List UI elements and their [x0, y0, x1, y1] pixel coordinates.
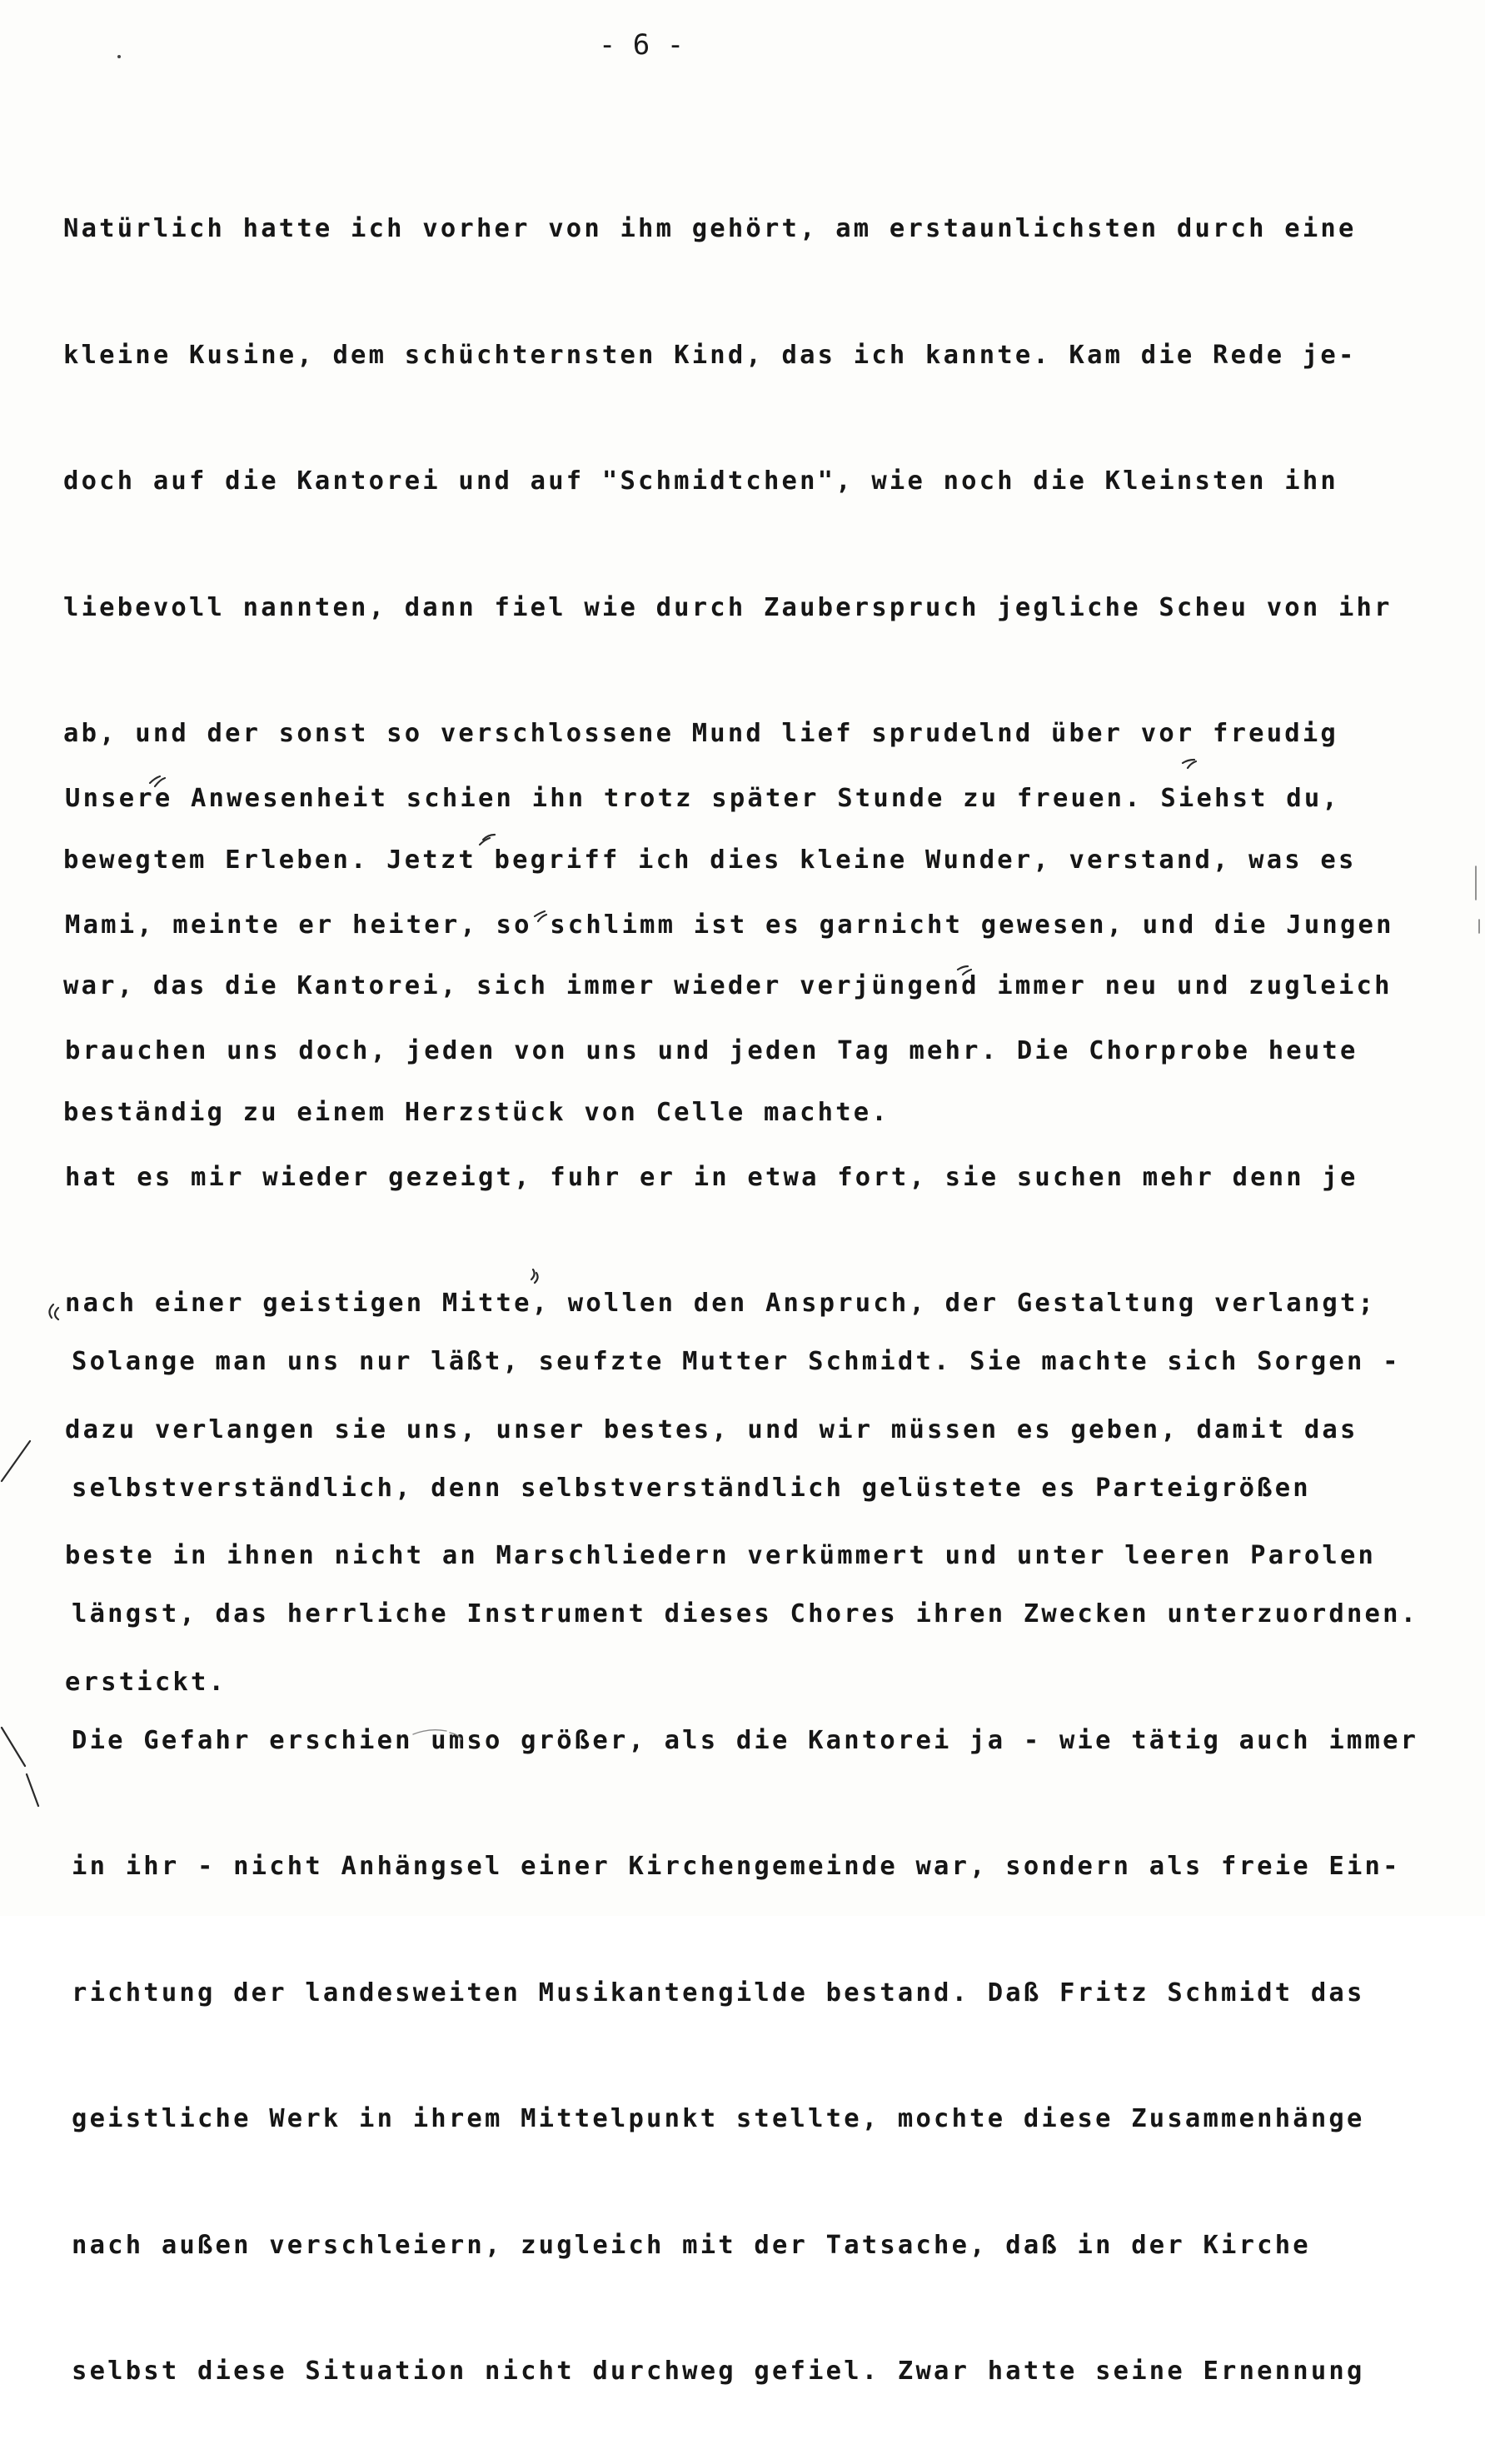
text-line: ab, und der sonst so verschlossene Mund lief sprudelnd über vor freudig	[63, 719, 1338, 748]
text-line: selbstverständlich, denn selbstverständlich gelüstete es Parteigrößen	[72, 1473, 1311, 1503]
margin-line	[2, 1728, 38, 1806]
text-line: erstickt.	[65, 1667, 227, 1697]
margin-line	[2, 1441, 30, 1481]
text-line: Natürlich hatte ich vorher von ihm gehört, am erstaunlichsten durch eine	[63, 214, 1357, 243]
text-line: Solange man uns nur läßt, seufzte Mutter Schmidt. Sie machte sich Sorgen -	[72, 1347, 1401, 1376]
edge-tick	[1476, 866, 1479, 933]
text-line: war, das die Kantorei, sich immer wieder verjüngend immer neu und zugleich	[63, 971, 1393, 1000]
text-line: nach außen verschleiern, zugleich mit der Tatsache, daß in der Kirche	[72, 2230, 1311, 2260]
text-line: Die Gefahr erschien umso größer, als die Kantorei ja - wie tätig auch immer	[72, 1725, 1419, 1755]
text-line: kleine Kusine, dem schüchternsten Kind, das ich kannte. Kam die Rede je-	[63, 340, 1357, 370]
text-line: nach einer geistigen Mitte, wollen den Anspruch, der Gestaltung verlangt;	[65, 1289, 1377, 1318]
text-line: längst, das herrliche Instrument dieses Chores ihren Zwecken unterzuordnen.	[72, 1599, 1419, 1629]
text-line: dazu verlangen sie uns, unser bestes, und wir müssen es geben, damit das	[65, 1414, 1358, 1444]
text-line: Mami, meinte er heiter, so schlimm ist es garnicht gewesen, und die Jungen	[65, 910, 1394, 940]
page-number: - 6 -	[598, 28, 685, 62]
text-line: Unsere Anwesenheit schien ihn trotz später Stunde zu freuen. Siehst du,	[65, 784, 1340, 813]
text-line: selbst diese Situation nicht durchweg gefiel. Zwar hatte seine Ernennung	[72, 2357, 1365, 2386]
text-line: geistliche Werk in ihrem Mittelpunkt stellte, mochte diese Zusammenhänge	[72, 2104, 1365, 2133]
text-line: bewegtem Erleben. Jetzt begriff ich dies kleine Wunder, verstand, was es	[63, 845, 1357, 875]
paragraph-3	[72, 1269, 1418, 2464]
text-line: richtung der landesweiten Musikantengilde bestand. Daß Fritz Schmidt das	[72, 1978, 1365, 2008]
quote-mark	[49, 1304, 58, 1319]
text-line: beständig zu einem Herzstück von Celle machte.	[63, 1097, 890, 1127]
text-line: in ihr - nicht Anhängsel einer Kirchengemeinde war, sondern als freie Ein-	[72, 1852, 1401, 1881]
text-line: beste in ihnen nicht an Marschliedern verkümmert und unter leeren Parolen	[65, 1541, 1377, 1570]
text-line: doch auf die Kantorei und auf "Schmidtchen", wie noch die Kleinsten ihn	[63, 466, 1338, 496]
speck-mark	[117, 55, 121, 58]
text-line: hat es mir wieder gezeigt, fuhr er in etwa fort, sie suchen mehr denn je	[65, 1162, 1358, 1192]
text-line: liebevoll nannten, dann fiel wie durch Zauberspruch jegliche Scheu von ihr	[63, 592, 1393, 622]
text-line: brauchen uns doch, jeden von uns und jeden Tag mehr. Die Chorprobe heute	[65, 1036, 1358, 1065]
